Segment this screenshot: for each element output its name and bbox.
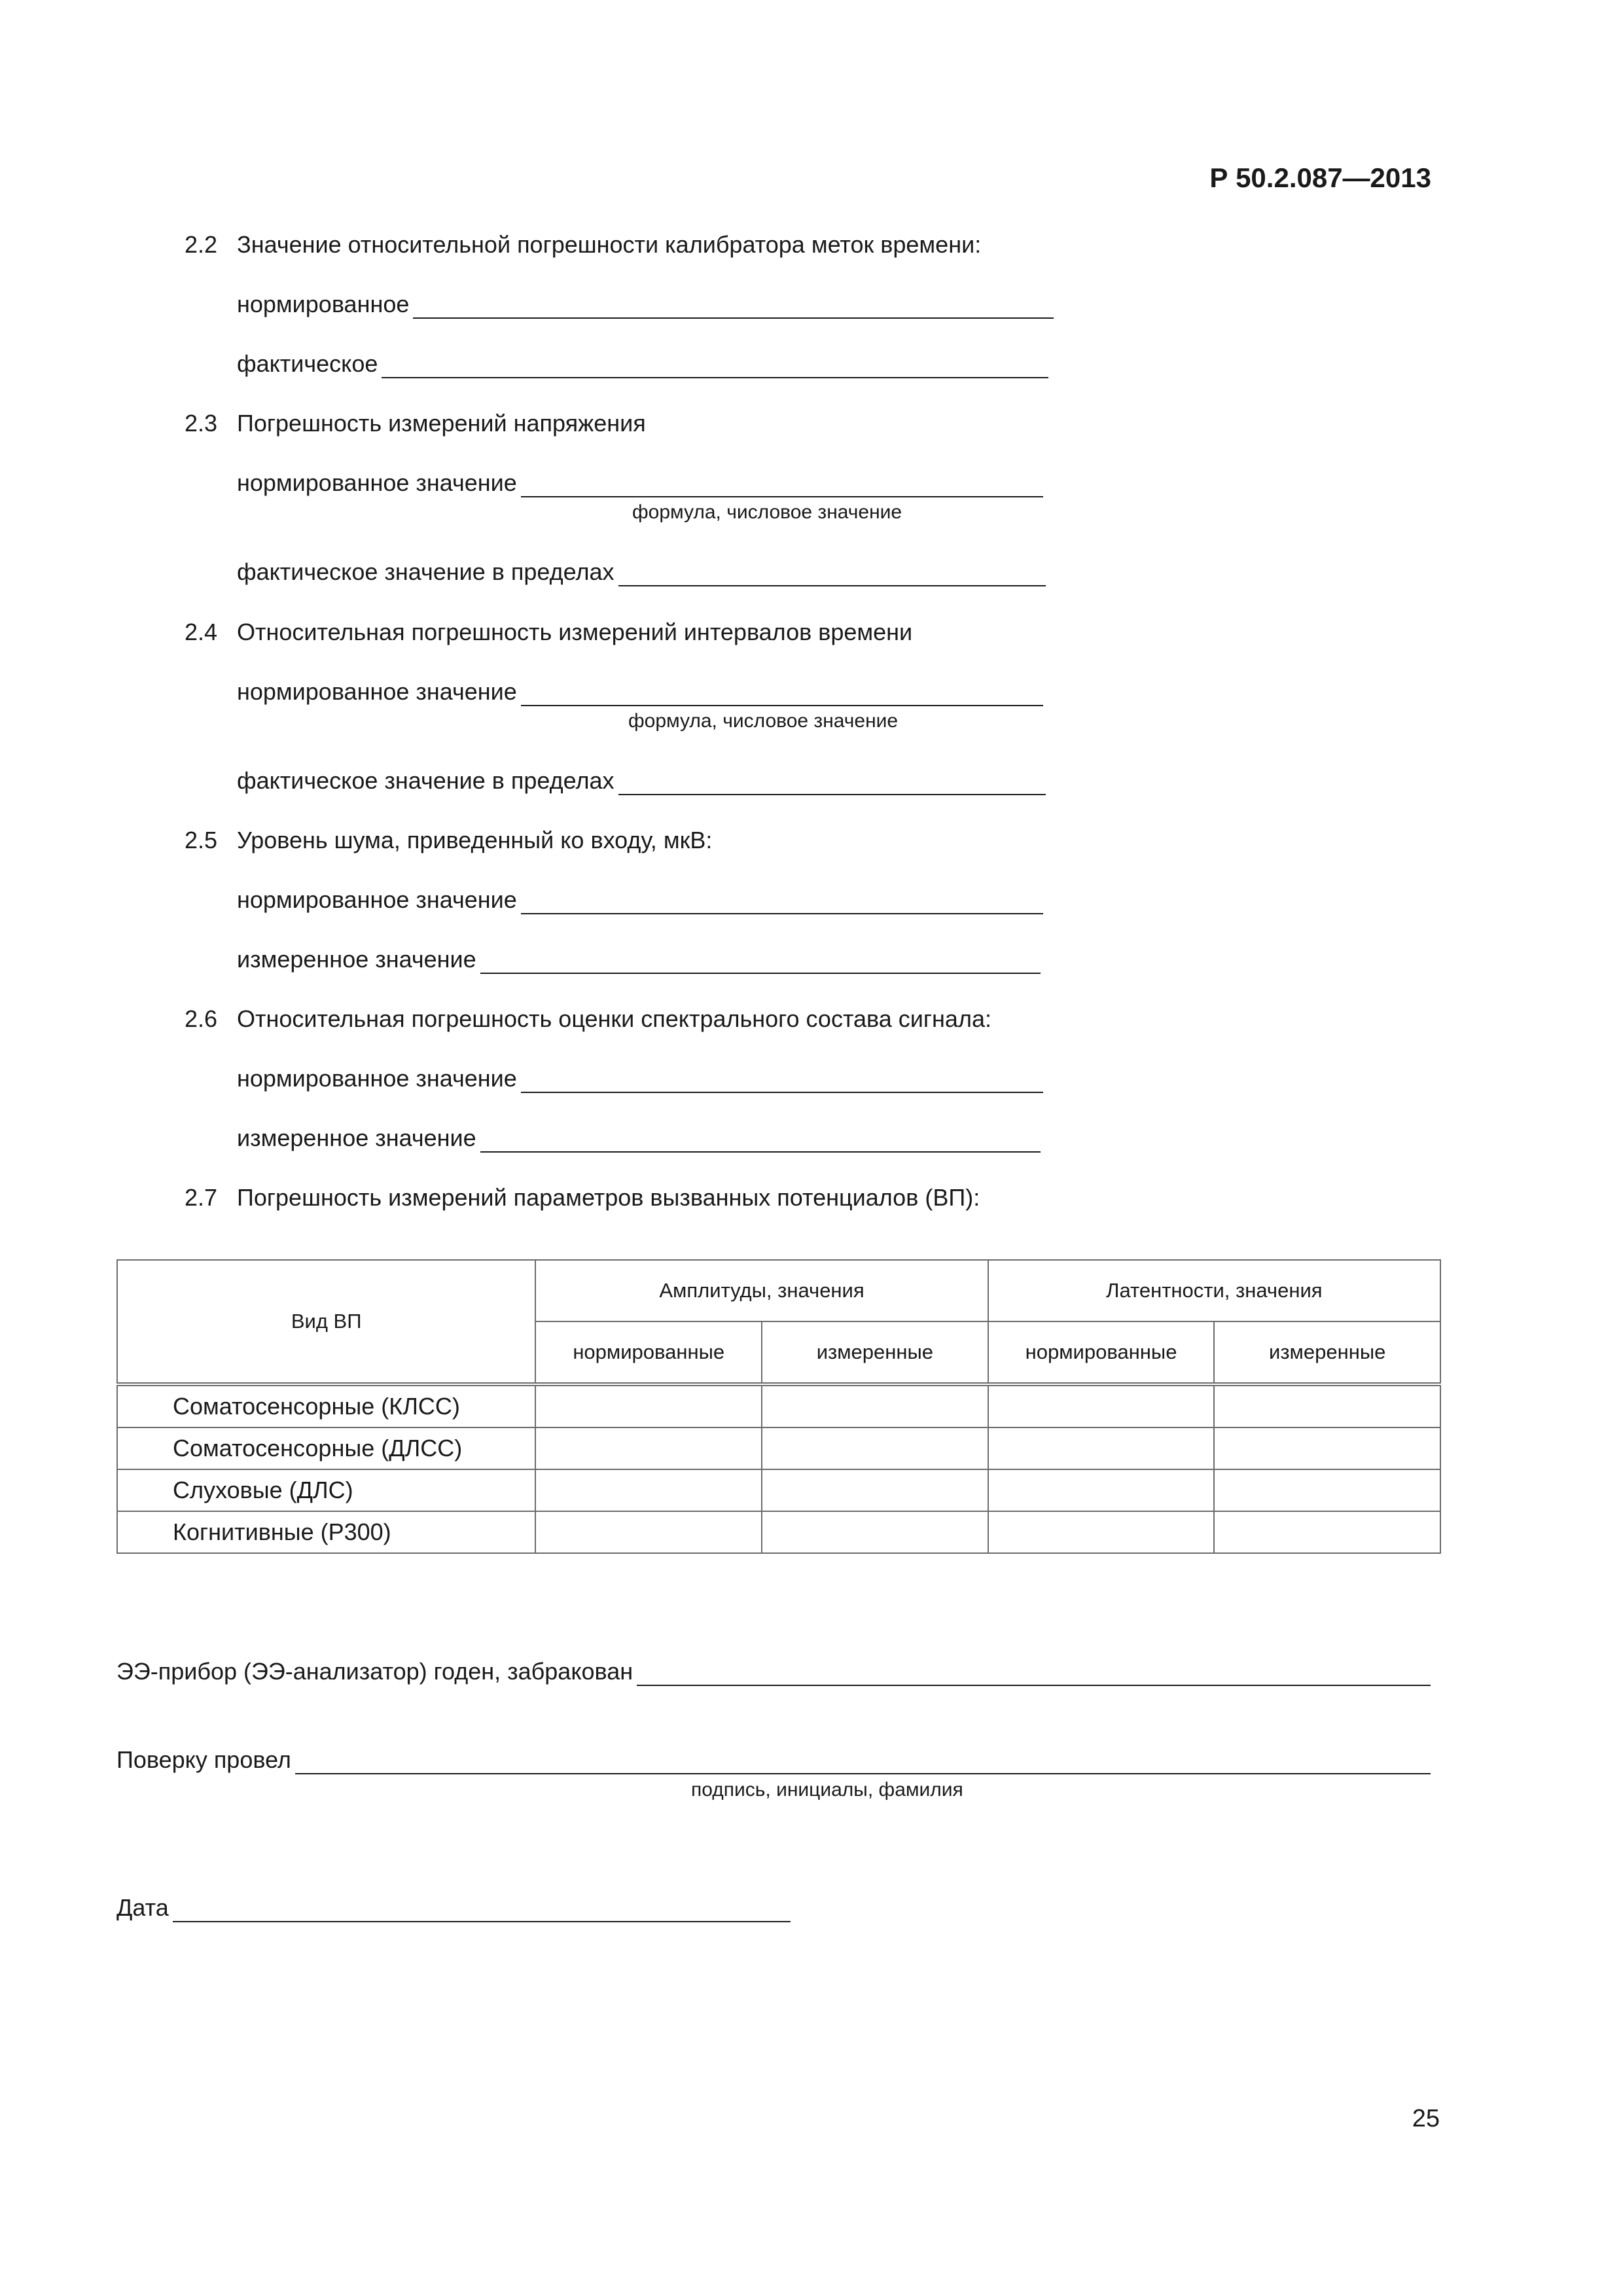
table-cell[interactable] (988, 1384, 1215, 1427)
table-row (117, 1427, 1440, 1469)
row-label: Слуховые (ДЛС) (117, 1469, 535, 1511)
table-cell[interactable] (762, 1511, 988, 1553)
field-caption: формула, числовое значение (632, 501, 902, 523)
blank-line[interactable] (521, 473, 1043, 497)
column-header-latency-normed: нормированные (988, 1321, 1215, 1384)
column-header-latency-measured: измеренные (1214, 1321, 1440, 1384)
section-title: Относительная погрешность измерений интервалов времени (237, 619, 913, 645)
section-2-4-title (185, 618, 912, 647)
table-cell[interactable] (988, 1511, 1215, 1553)
table-cell[interactable] (762, 1427, 988, 1469)
blank-line[interactable] (521, 889, 1043, 914)
evoked-potentials-table (116, 1259, 1441, 1554)
table-row (117, 1511, 1440, 1553)
field-label: ЭЭ-прибор (ЭЭ-анализатор) годен, забракован (116, 1658, 633, 1685)
blank-line[interactable] (618, 562, 1046, 586)
section-2-5-measured-field[interactable] (237, 945, 1041, 974)
table-cell[interactable] (1214, 1511, 1440, 1553)
table-cell[interactable] (1214, 1427, 1440, 1469)
table-cell[interactable] (988, 1427, 1215, 1469)
column-header-amplitude-normed: нормированные (535, 1321, 762, 1384)
section-title: Значение относительной погрешности калибратора меток времени: (237, 231, 982, 258)
row-label: Соматосенсорные (КЛСС) (117, 1384, 535, 1427)
blank-line[interactable] (382, 353, 1048, 378)
blank-line[interactable] (637, 1661, 1431, 1686)
section-title: Погрешность измерений напряжения (237, 410, 646, 437)
field-label: измеренное значение (237, 946, 476, 973)
field-label: фактическое (237, 350, 378, 377)
field-label: Поверку провел (116, 1746, 291, 1773)
table-cell[interactable] (535, 1469, 762, 1511)
table-cell[interactable] (535, 1427, 762, 1469)
section-2-6-title (185, 1005, 991, 1033)
section-number: 2.4 (185, 619, 218, 645)
section-title: Погрешность измерений параметров вызванных потенциалов (ВП): (237, 1184, 980, 1211)
table-row (117, 1384, 1440, 1427)
column-header-type: Вид ВП (117, 1260, 535, 1384)
blank-line[interactable] (480, 1128, 1041, 1153)
blank-line[interactable] (173, 1897, 791, 1922)
blank-line[interactable] (618, 770, 1046, 795)
table-cell[interactable] (1214, 1469, 1440, 1511)
blank-line[interactable] (413, 294, 1054, 319)
page-number: 25 (1412, 2105, 1440, 2132)
table-cell[interactable] (988, 1469, 1215, 1511)
field-label: Дата (116, 1894, 169, 1921)
field-label: нормированное значение (237, 678, 517, 705)
field-label: нормированное значение (237, 469, 517, 496)
document-code: Р 50.2.087—2013 (1209, 162, 1431, 193)
table-cell[interactable] (762, 1384, 988, 1427)
table-cell[interactable] (535, 1511, 762, 1553)
section-2-6-normed-field[interactable] (237, 1064, 1043, 1093)
field-label: измеренное значение (237, 1124, 476, 1151)
table-cell[interactable] (762, 1469, 988, 1511)
section-2-5-normed-field[interactable] (237, 886, 1043, 914)
section-2-3-normed-field[interactable] (237, 469, 1043, 497)
section-title: Относительная погрешность оценки спектрального состава сигнала: (237, 1005, 991, 1032)
table-cell[interactable] (535, 1384, 762, 1427)
field-label: нормированное значение (237, 886, 517, 913)
field-label: нормированное (237, 291, 410, 317)
section-2-2-title (185, 230, 981, 259)
table-row (117, 1469, 1440, 1511)
section-number: 2.5 (185, 827, 218, 853)
section-2-3-title (185, 409, 646, 438)
section-2-6-measured-field[interactable] (237, 1124, 1041, 1153)
field-label: фактическое значение в пределах (237, 558, 615, 585)
column-group-amplitude: Амплитуды, значения (535, 1260, 988, 1321)
section-2-4-actual-field[interactable] (237, 766, 1046, 795)
field-caption: формула, числовое значение (628, 710, 899, 732)
verifier-field[interactable] (116, 1746, 1431, 1774)
section-number: 2.2 (185, 231, 218, 258)
section-number: 2.3 (185, 410, 218, 437)
section-number: 2.7 (185, 1184, 218, 1211)
section-2-4-normed-field[interactable] (237, 677, 1043, 706)
row-label: Соматосенсорные (ДЛСС) (117, 1427, 535, 1469)
section-2-3-actual-field[interactable] (237, 558, 1046, 586)
field-label: фактическое значение в пределах (237, 767, 615, 794)
blank-line[interactable] (521, 1068, 1043, 1093)
field-label: нормированное значение (237, 1065, 517, 1092)
table-cell[interactable] (1214, 1384, 1440, 1427)
section-number: 2.6 (185, 1005, 218, 1032)
blank-line[interactable] (480, 949, 1041, 974)
column-header-amplitude-measured: измеренные (762, 1321, 988, 1384)
row-label: Когнитивные (Р300) (117, 1511, 535, 1553)
section-2-7-title (185, 1183, 980, 1212)
column-group-latency: Латентности, значения (988, 1260, 1440, 1321)
section-2-2-normed-field[interactable] (237, 290, 1054, 319)
section-title: Уровень шума, приведенный ко входу, мкВ: (237, 827, 713, 853)
blank-line[interactable] (295, 1749, 1431, 1774)
section-2-2-actual-field[interactable] (237, 350, 1048, 378)
blank-line[interactable] (521, 681, 1043, 706)
table-header-row (117, 1260, 1440, 1321)
date-field[interactable] (116, 1893, 791, 1922)
field-caption: подпись, инициалы, фамилия (691, 1779, 963, 1801)
section-2-5-title (185, 826, 712, 855)
verdict-field[interactable] (116, 1657, 1431, 1686)
